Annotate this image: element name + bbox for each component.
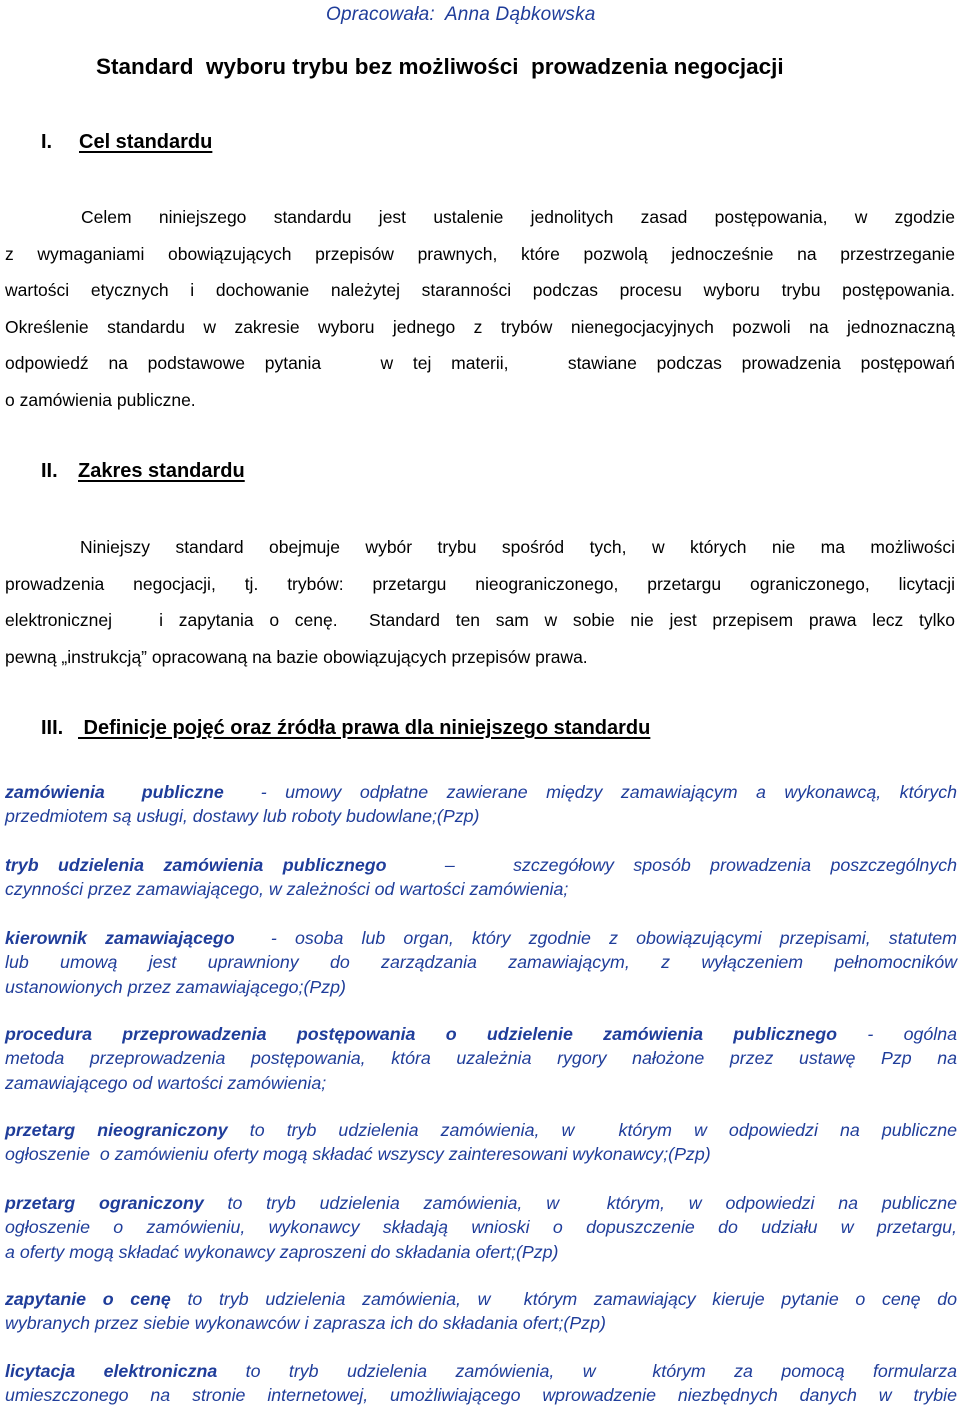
definition-term: kierownik zamawiającego [5,928,235,948]
definition-term: przetarg nieograniczony [5,1120,228,1140]
definition-first-line [5,1022,957,1046]
definition-term: zapytanie o cenę [5,1289,171,1309]
paragraph-line: o zamówienia publiczne. [5,389,196,410]
definition-line: metoda przeprowadzenia postępowania, która uzależnia rygory nałożone przez ustawę Pzp na [5,1048,957,1069]
definition-first-line [5,1118,957,1142]
definition-first-line [5,1287,957,1311]
definition-item [5,926,957,999]
definition-line: ustanowionych przez zamawiającego;(Pzp) [5,976,346,997]
definition-first-line [5,1359,957,1383]
definition-term: licytacja elektroniczna [5,1361,218,1381]
definition-line: zamawiającego od wartości zamówienia; [5,1072,327,1093]
section-number: I. [41,131,53,153]
definition-term: zamówienia publiczne [5,782,224,802]
definition-item [5,1359,957,1408]
definition-text: - umowy odpłatne zawierane między zamawiającym a wykonawcą, których [223,782,957,802]
section-number: II. [41,460,58,482]
section-number: III. [41,717,64,739]
definition-text: - osoba lub organ, który zgodnie z obowiązującymi przepisami, statutem [234,928,957,948]
paragraph-line: prowadzenia negocjacji, tj. trybów: przetargu nieograniczonego, przetargu ograniczonego, licytacji [5,573,955,594]
paragraph-line: z wymaganiami obowiązujących przepisów prawnych, które pozwolą jednocześnie na przestrzeganie [5,243,955,264]
definition-line: ogłoszenie o zamówieniu oferty mogą składać wszyscy zainteresowani wykonawcy;(Pzp) [5,1144,711,1165]
definition-item [5,1287,957,1336]
definition-text: - ogólna [837,1024,957,1044]
paragraph-line: wartości etycznych i dochowanie należytej staranności podczas procesu wyboru trybu postępowania. [5,280,955,300]
section-heading-1 [41,131,212,154]
author-name: Anna Dąbkowska [444,4,596,25]
definition-text: to tryb udzielenia zamówienia, w którym w odpowiedzi na publiczne [227,1120,957,1140]
definition-line: umieszczonego na stronie internetowej, umożliwiającego wprowadzenie niezbędnych danych w trybie [5,1385,957,1406]
paragraph-line: odpowiedź na podstawowe pytania w tej materii, stawiane podczas prowadzenia postępowań [5,353,955,373]
definition-first-line [5,780,957,804]
definition-term: przetarg ograniczony [5,1193,204,1213]
definition-item [5,853,957,902]
section-2-paragraph [5,529,955,675]
paragraph-line: Celem niniejszego standardu jest ustalenie jednolitych zasad postępowania, w zgodzie [81,207,955,227]
definition-item [5,1118,957,1167]
definition-first-line [5,1191,957,1215]
definition-item [5,1191,957,1264]
definition-text: – szczegółowy sposób prowadzenia poszczególnych [386,855,957,875]
definition-term: tryb udzielenia zamówienia publicznego [5,855,387,875]
paragraph-line: elektronicznej i zapytania o cenę. Standard ten sam w sobie nie jest przepisem prawa lecz tylko [5,610,955,630]
definition-line: przedmiotem są usługi, dostawy lub roboty budowlane;(Pzp) [5,806,480,827]
section-1-paragraph [5,199,955,418]
author-label: Opracowała: [326,4,435,25]
definition-term: procedura przeprowadzenia postępowania o udzielenie zamówienia publicznego [5,1024,838,1044]
definition-line: lub umową jest uprawniony do zarządzania zamawiającym, z wyłączeniem pełnomocników [5,952,957,973]
definition-line: a oferty mogą składać wykonawcy zaproszeni do składania ofert;(Pzp) [5,1241,559,1262]
definition-line: wybranych przez siebie wykonawców i zaprasza ich do składania ofert;(Pzp) [5,1313,606,1334]
definition-first-line [5,926,957,950]
paragraph-line: pewną „instrukcją” opracowaną na bazie obowiązujących przepisów prawa. [5,646,588,667]
definition-text: to tryb udzielenia zamówienia, w którym za pomocą formularza [217,1361,957,1381]
author-line [326,4,596,26]
definition-line: czynności przez zamawiającego, w zależności od wartości zamówienia; [5,879,569,900]
document-title: Standard wyboru trybu bez możliwości prowadzenia negocjacji [96,54,784,79]
section-heading-2 [41,460,245,483]
definition-text: to tryb udzielenia zamówienia, w którym zamawiający kieruje pytanie o cenę do [170,1289,957,1309]
section-title: Zakres standardu [78,460,245,482]
definition-item [5,780,957,829]
definition-line: ogłoszenie o zamówieniu, wykonawcy składają wnioski o dopuszczenie do udziału w przetargu, [5,1217,957,1238]
definition-item [5,1022,957,1095]
definition-text: to tryb udzielenia zamówienia, w którym, w odpowiedzi na publiczne [203,1193,957,1213]
paragraph-line: Niniejszy standard obejmuje wybór trybu spośród tych, w których nie ma możliwości [80,537,955,557]
section-title: Cel standardu [79,131,213,153]
section-title: Definicje pojęć oraz źródła prawa dla niniejszego standardu [78,717,651,739]
section-heading-3 [41,717,650,740]
definition-first-line [5,853,957,877]
paragraph-line: Określenie standardu w zakresie wyboru jednego z trybów nienegocjacyjnych pozwoli na jednoznaczną [5,316,955,337]
